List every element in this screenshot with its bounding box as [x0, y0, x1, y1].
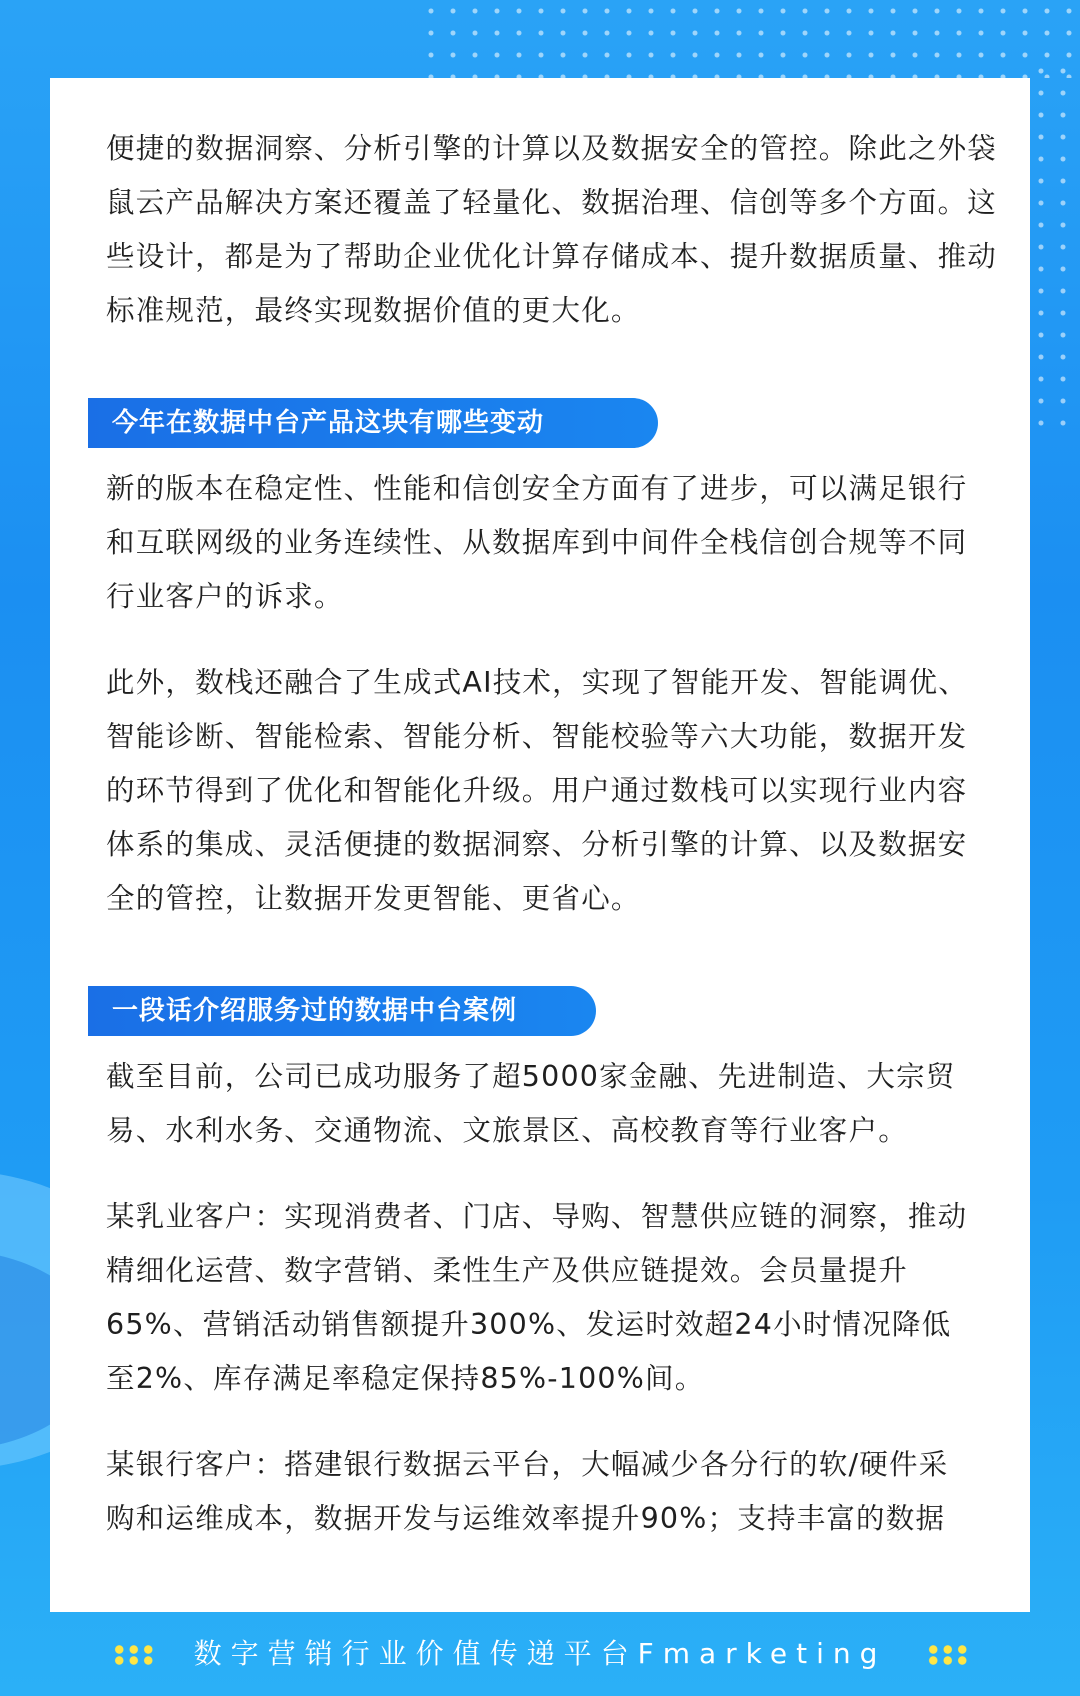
paragraph-new-version: 新的版本在稳定性、性能和信创安全方面有了进步，可以满足银行和互联网级的业务连续性、从数据库到中间件全栈信创合规等不同行业客户的诉求。 — [106, 472, 968, 613]
paragraph-bank-case: 某银行客户：搭建银行数据云平台，大幅减少各分行的软/硬件采购和运维成本，数据开发与运维效率提升90%；支持丰富的数据 — [106, 1448, 949, 1535]
paragraph-dairy-case: 某乳业客户：实现消费者、门店、导购、智慧供应链的洞察，推动精细化运营、数字营销、柔性生产及供应链提效。会员量提升65%、营销活动销售额提升300%、发运时效超24小时情况降低至2%、库存满足率稳定保持85%-100%间。 — [106, 1200, 968, 1395]
paragraph-ai: 此外，数栈还融合了生成式AI技术，实现了智能开发、智能调优、智能诊断、智能检索、智能分析、智能校验等六大功能，数据开发的环节得到了优化和智能化升级。用户通过数栈可以实现行业内容体系的集成、灵活便捷的数据洞察、分析引擎的计算、以及数据安全的管控，让数据开发更智能、更省心。 — [106, 666, 968, 915]
article-card — [50, 78, 1030, 1612]
paragraph-intro: 便捷的数据洞察、分析引擎的计算以及数据安全的管控。除此之外袋鼠云产品解决方案还覆盖了轻量化、数据治理、信创等多个方面。这些设计，都是为了帮助企业优化计算存储成本、提升数据质量、推动标准规范，最终实现数据价值的更大化。 — [106, 132, 998, 327]
footer-slogan: 数字营销行业价值传递平台Fmarketing — [193, 1637, 887, 1670]
footer-bar — [0, 1612, 1080, 1696]
paragraph-clients: 截至目前，公司已成功服务了超5000家金融、先进制造、大宗贸易、水利水务、交通物流、文旅景区、高校教育等行业客户。 — [106, 1060, 956, 1147]
section-heading-changes: 今年在数据中台产品这块有哪些变动 — [88, 398, 658, 448]
decorative-dots-top — [420, 0, 1080, 78]
article-body — [106, 122, 1006, 1546]
footer-dots-right-icon — [926, 1644, 970, 1666]
decorative-dots-right — [1030, 60, 1080, 440]
section-heading-cases: 一段话介绍服务过的数据中台案例 — [88, 986, 596, 1036]
